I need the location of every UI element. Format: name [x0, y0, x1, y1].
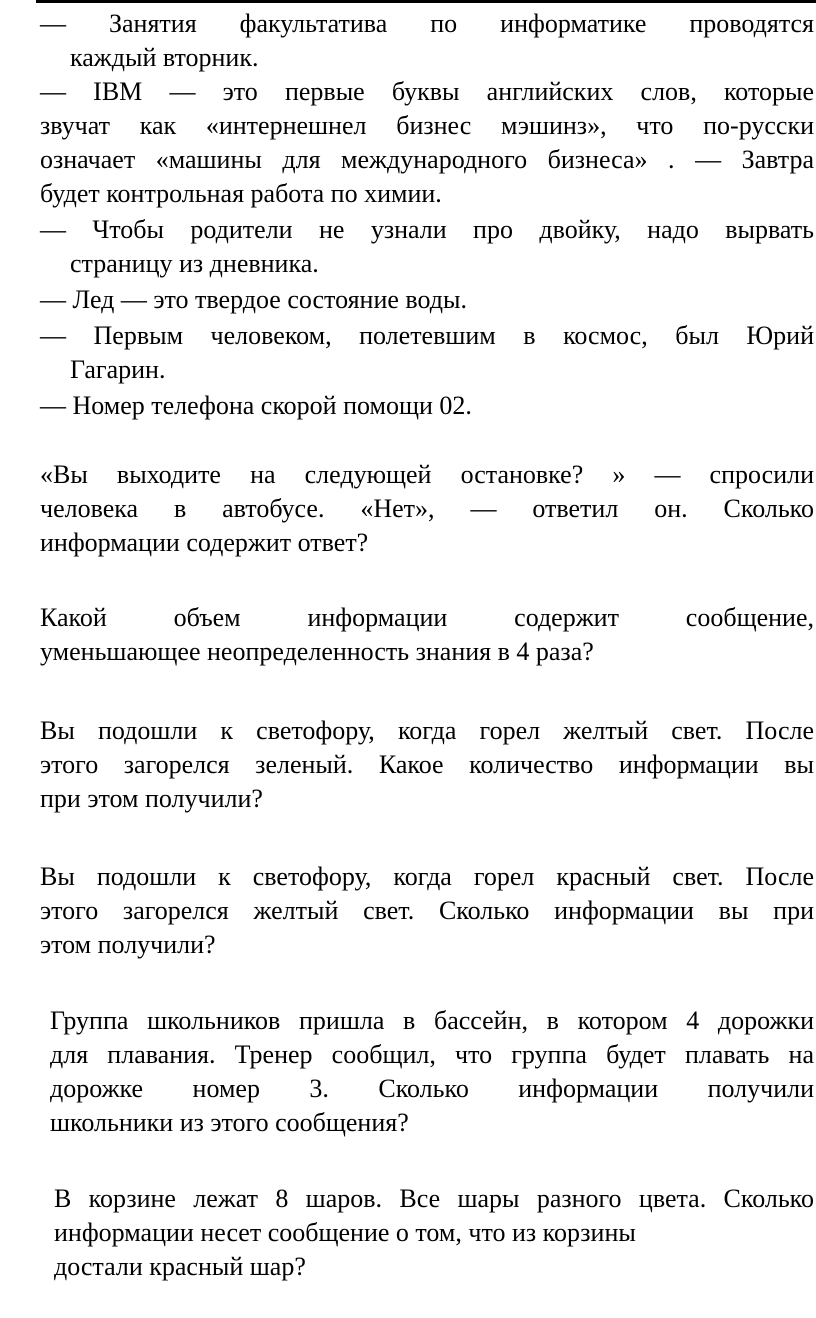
- list-line: — Лед — это твердое состояние воды.: [40, 285, 467, 314]
- question-line: информации содержит ответ?: [40, 528, 369, 557]
- list-line: — Первым человеком, полетевшим в космос, был Юрий: [40, 321, 814, 350]
- list-line: Гагарин.: [70, 355, 166, 384]
- question-line: «Вы выходите на следующей остановке? » — спросили: [40, 460, 814, 489]
- list-line: — Занятия факультатива по информатике проводятся: [40, 9, 814, 38]
- top-rule: [36, 0, 816, 3]
- question-line: Вы подошли к светофору, когда горел красный свет. После: [40, 862, 814, 891]
- list-line: звучат как «интернешнел бизнес мэшинз», что по-русски: [40, 111, 814, 140]
- question-line: Вы подошли к светофору, когда горел желтый свет. После: [40, 716, 814, 745]
- question-line: уменьшающее неопределенность знания в 4 раза?: [40, 637, 594, 666]
- question-line: информации несет сообщение о том, что из корзины: [54, 1218, 636, 1247]
- question-line: человека в автобусе. «Нет», — ответил он. Сколько: [40, 494, 814, 523]
- question-line: Какой объем информации содержит сообщение,: [40, 603, 814, 632]
- question-line: этого загорелся желтый свет. Сколько информации вы при: [40, 896, 814, 925]
- question-line: школьники из этого сообщения?: [50, 1108, 409, 1137]
- list-line: будет контрольная работа по химии.: [40, 179, 442, 208]
- question-line: этого загорелся зеленый. Какое количество информации вы: [40, 750, 814, 779]
- question-line: Группа школьников пришла в бассейн, в котором 4 дорожки: [50, 1006, 814, 1035]
- list-line: означает «машины для международного бизнеса» . — Завтра: [40, 145, 814, 174]
- list-line: — Чтобы родители не узнали про двойку, надо вырвать: [40, 215, 814, 244]
- list-line: — IBM — это первые буквы английских слов, которые: [40, 77, 814, 106]
- question-line: этом получили?: [40, 930, 216, 959]
- question-line: В корзине лежат 8 шаров. Все шары разного цвета. Сколько: [54, 1184, 814, 1213]
- question-line: для плавания. Тренер сообщил, что группа будет плавать на: [50, 1040, 814, 1069]
- list-line: страницу из дневника.: [70, 249, 319, 278]
- question-line: достали красный шар?: [54, 1252, 306, 1281]
- list-line: каждый вторник.: [70, 43, 259, 72]
- list-line: — Номер телефона скорой помощи 02.: [40, 391, 472, 420]
- question-line: при этом получили?: [40, 784, 263, 813]
- question-line: дорожке номер 3. Сколько информации получили: [50, 1074, 814, 1103]
